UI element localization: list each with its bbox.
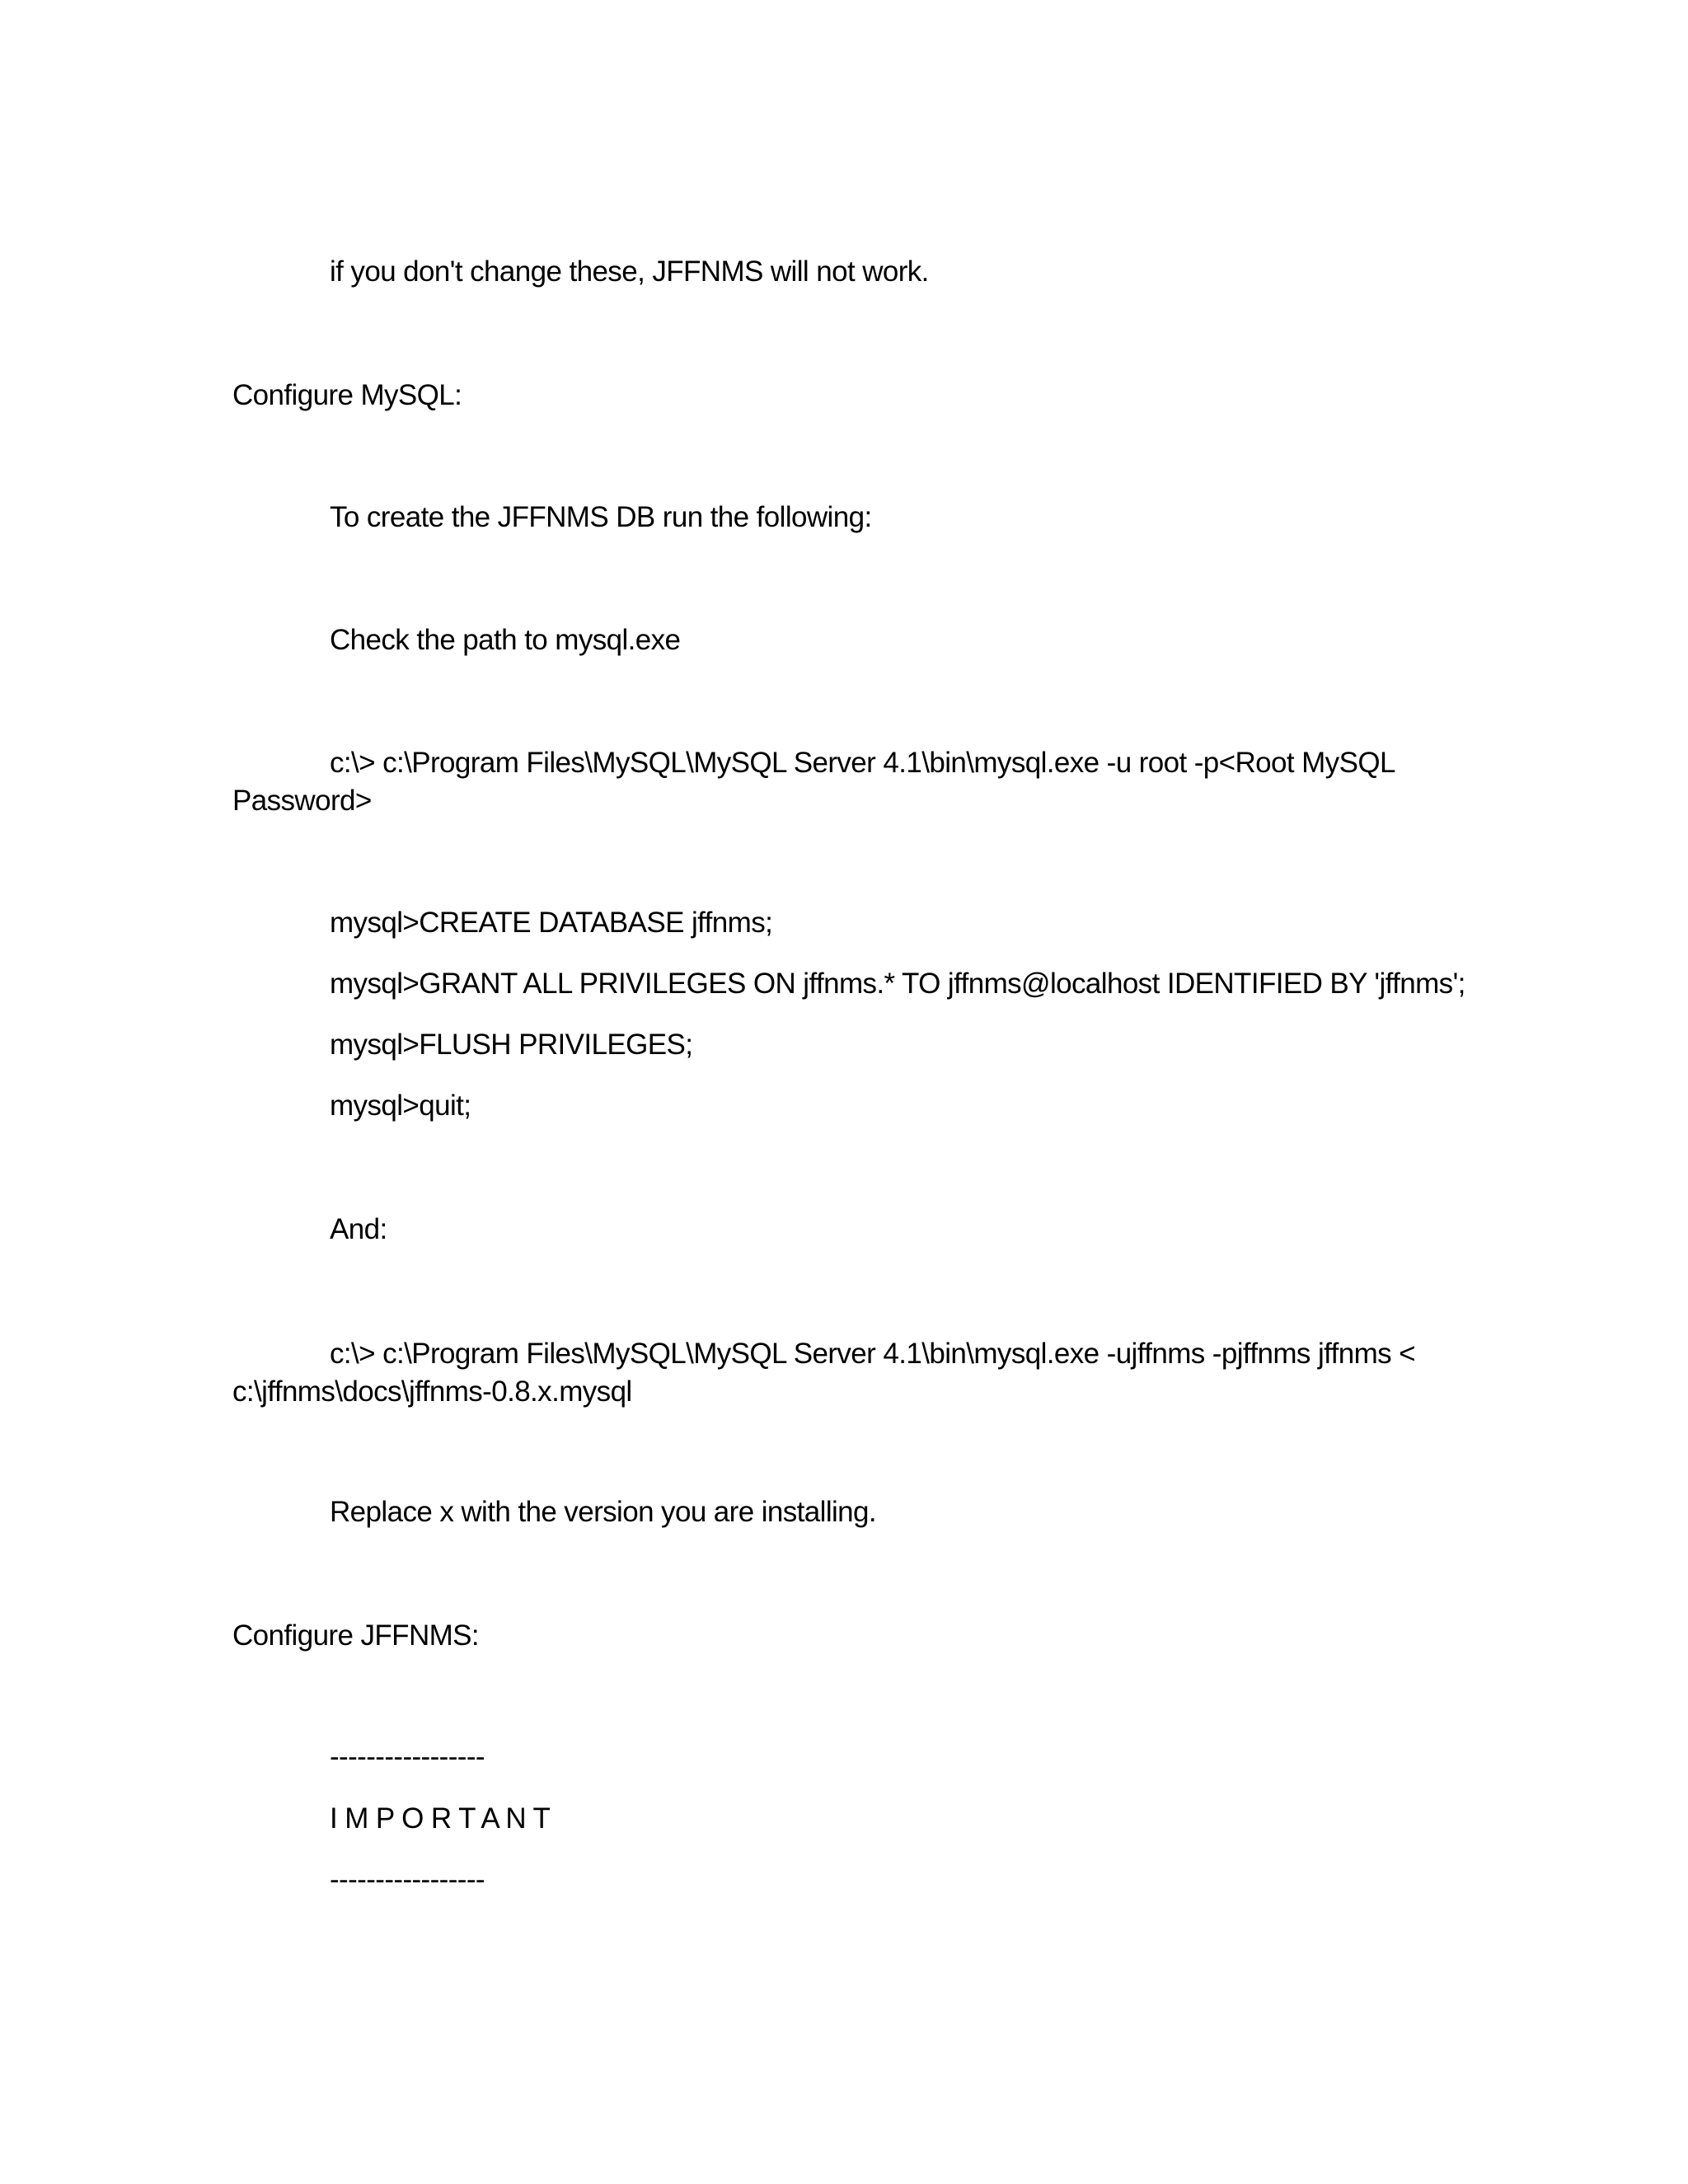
section-heading-configure-mysql: Configure MySQL: <box>232 379 462 411</box>
divider-dashes-bottom: ----------------- <box>330 1863 485 1896</box>
sql-quit: mysql>quit; <box>330 1090 471 1122</box>
text-line-and: And: <box>330 1213 387 1245</box>
command-line-import-schema: c:\> c:\Program Files\MySQL\MySQL Server 4.1\bin\mysql.exe -ujffnms -pjffnms jffnms < c:\jffnms\docs\jffnms-0.8.x.mysql <box>232 1338 1416 1408</box>
important-label: I M P O R T A N T <box>330 1802 551 1835</box>
text-line-replace-version: Replace x with the version you are installing. <box>330 1496 877 1528</box>
sql-create-database: mysql>CREATE DATABASE jffnms; <box>330 907 773 939</box>
text-line-warning: if you don't change these, JFFNMS will not work. <box>330 255 929 288</box>
sql-grant-privileges: mysql>GRANT ALL PRIVILEGES ON jffnms.* TO jffnms@localhost IDENTIFIED BY 'jffnms'; <box>330 968 1465 1000</box>
text-line-create-db: To create the JFFNMS DB run the following: <box>330 501 872 533</box>
divider-dashes-top: ----------------- <box>330 1741 485 1773</box>
section-heading-configure-jffnms: Configure JFFNMS: <box>232 1619 480 1652</box>
sql-flush-privileges: mysql>FLUSH PRIVILEGES; <box>330 1029 693 1061</box>
command-line-root-login: c:\> c:\Program Files\MySQL\MySQL Server 4.1\bin\mysql.exe -u root -p<Root MySQL Password> <box>232 747 1395 817</box>
text-line-check-path: Check the path to mysql.exe <box>330 624 681 656</box>
